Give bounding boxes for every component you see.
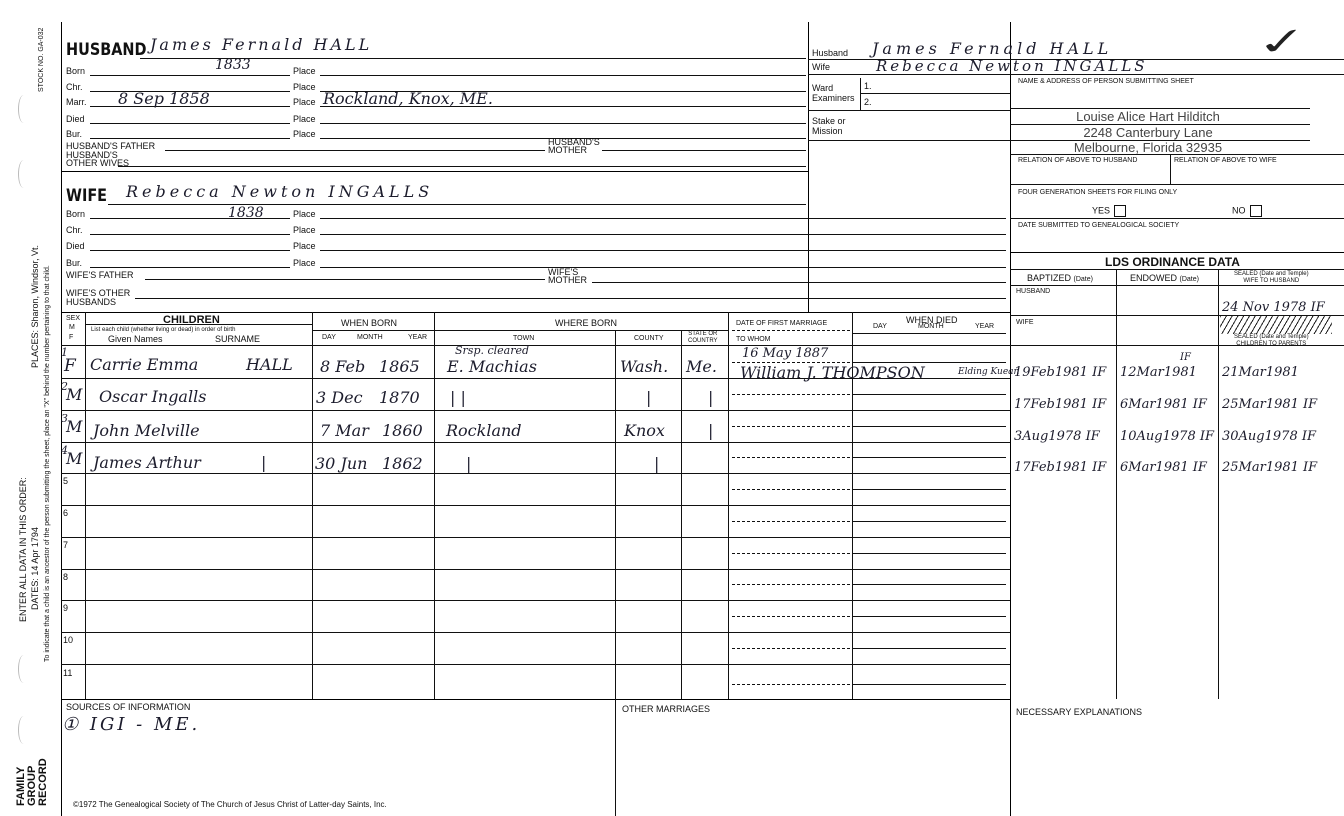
side-instructions: To indicate that a child is an ancestor of the person submitting the sheet, place an "X" behind the number pertaining to that child. [44,265,51,662]
label-sex-m: M [69,324,75,331]
label-ward: Ward [812,83,834,93]
row-number: 10 [63,635,74,645]
husband-born-year: 1833 [215,57,251,73]
ord-sealed-3: 30Aug1978 IF [1222,429,1316,444]
label-place: Place [293,241,316,251]
label-year: YEAR [408,334,428,341]
label-died-day: DAY [873,323,887,330]
side-dates: DATES: 14 Apr 1794 [30,527,40,610]
ord-baptized-4: 17Feb1981 IF [1014,460,1107,475]
husband-name: James Fernald HALL [150,35,373,54]
label-place: Place [293,66,316,76]
label-place: Place [293,97,316,107]
label-marr: Marr. [66,97,87,107]
label-sources: SOURCES OF INFORMATION [66,702,191,712]
submitter-city: Melbourne, Florida 32935 [1073,140,1223,155]
label-husbands-mother: HUSBAND'S MOTHER [548,137,600,155]
label-to-whom: TO WHOM [736,336,771,343]
copyright: ©1972 The Genealogical Society of The Church of Jesus Christ of Latter-day Saints, Inc. [73,800,387,809]
label-surname: SURNAME [215,334,261,344]
stock-number: STOCK NO. GA-032 [38,27,45,92]
label-bur: Bur. [66,129,83,139]
label-place: Place [293,209,316,219]
ord-sealed-note-1: IF [1180,352,1191,363]
label-when-born: WHEN BORN [341,318,397,328]
ord-baptized-2: 17Feb1981 IF [1014,397,1107,412]
husband-marr-place: Rockland, Knox, ME. [323,89,493,108]
label-sealed-parents: SEALED (Date and Temple) CHILDREN TO PARENTS [1234,334,1309,347]
label-sex-f: F [69,334,74,341]
hatched-area [1220,316,1332,334]
label-date-submitted: DATE SUBMITTED TO GENEALOGICAL SOCIETY [1018,222,1180,229]
label-name-address: NAME & ADDRESS OF PERSON SUBMITTING SHEET [1018,78,1194,85]
label-children-note: List each child (whether living or dead) in order of birth [91,327,236,333]
check-mark-icon: ✓ [1254,18,1311,66]
label-wifes-other-husbands: WIFE'S OTHER HUSBANDS [66,288,131,307]
row-number: 7 [63,540,69,550]
yes-checkbox[interactable] [1114,205,1126,217]
label-month: MONTH [357,334,383,341]
ord-sealed-4: 25Mar1981 IF [1222,460,1318,475]
label-day: DAY [322,334,336,341]
label-place: Place [293,258,316,268]
label-relation-husband: RELATION OF ABOVE TO HUSBAND [1018,157,1138,164]
right-divider [1010,22,1011,816]
label-endowed: ENDOWED (Date) [1130,273,1199,283]
row-number: 5 [63,476,69,486]
label-wifes-father: WIFE'S FATHER [66,270,134,280]
wife-heading: WIFE [66,186,108,206]
row-number: 6 [63,508,69,518]
ord-endowed-3: 10Aug1978 IF [1120,429,1214,444]
submitter-name: Louise Alice Hart Hilditch [1076,109,1220,124]
no-label: NO [1232,205,1246,216]
punch-hole [18,655,29,683]
label-other-marriages: OTHER MARRIAGES [622,704,711,714]
ord-endowed-2: 6Mar1981 IF [1120,397,1207,412]
ord-sealed-1: 21Mar1981 [1222,365,1299,380]
ord-sealed-2: 25Mar1981 IF [1222,397,1318,412]
label-place: Place [293,225,316,235]
label-relation-wife: RELATION OF ABOVE TO WIFE [1174,157,1277,164]
punch-hole [18,95,29,123]
label-four-gen: FOUR GENERATION SHEETS FOR FILING ONLY [1018,189,1178,196]
label-died: Died [66,114,85,124]
label-where-born: WHERE BORN [555,318,618,328]
label-necessary-explanations: NECESSARY EXPLANATIONS [1016,707,1143,717]
row-number: 11 [63,668,73,678]
label-examiners: Examiners [812,93,855,103]
label-died: Died [66,241,85,251]
label-when-died: WHEN DIED [906,315,958,325]
row-number: 8 [63,572,69,582]
label-husbands-father: HUSBAND'S FATHER [66,141,156,151]
label-county: COUNTY [634,335,664,342]
label-children: CHILDREN [163,314,220,326]
label-first-marriage: DATE OF FIRST MARRIAGE [736,320,828,327]
label-place: Place [293,82,316,92]
punch-hole [18,160,29,188]
no-option[interactable] [1232,205,1262,217]
wife-born-year: 1838 [228,205,264,221]
label-examiner-2: 2. [864,97,872,107]
label-mission: Mission [812,126,843,136]
sealed-wife-to-husband: 24 Nov 1978 IF [1222,300,1325,315]
label-chr: Chr. [66,82,83,92]
center-divider [808,22,809,312]
label-baptized: BAPTIZED (Date) [1027,273,1093,283]
wife-name: Rebecca Newton INGALLS [126,182,434,201]
side-enter-order: ENTER ALL DATA IN THIS ORDER: [18,477,28,622]
label-ord-husband: HUSBAND [1016,288,1051,295]
hdr-wife-name: Rebecca Newton INGALLS [876,57,1148,75]
husband-heading: HUSBAND [66,40,147,60]
label-died-year: YEAR [975,323,995,330]
ord-endowed-4: 6Mar1981 IF [1120,460,1207,475]
sources-entry: ① IGI - ME. [62,714,201,735]
hdr-husband-name: James Fernald HALL [872,39,1113,58]
label-state-country: STATE OR COUNTRY [688,331,718,344]
label-wifes-mother: WIFE'S MOTHER [548,267,587,285]
yes-option[interactable] [1092,205,1126,217]
no-checkbox[interactable] [1250,205,1262,217]
row-number: 9 [63,603,69,613]
label-husbands-other-wives: HUSBAND'S OTHER WIVES [66,150,130,168]
label-place: Place [293,129,316,139]
label-given-names: Given Names [108,334,163,344]
label-bur: Bur. [66,258,83,268]
label-born: Born [66,209,86,219]
punch-hole [18,716,29,744]
label-chr: Chr. [66,225,83,235]
label-hdr-wife: Wife [812,62,830,72]
husband-marr-date: 8 Sep 1858 [118,89,210,108]
label-sex: SEX [66,315,81,322]
label-ord-wife: WIFE [1016,319,1034,326]
ord-baptized-1: 19Feb1981 IF [1014,365,1107,380]
ord-endowed-1: 12Mar1981 [1120,365,1197,380]
label-examiner-1: 1. [864,81,872,91]
ord-baptized-3: 3Aug1978 IF [1014,429,1100,444]
submitter-street: 2248 Canterbury Lane [1083,125,1213,140]
lds-title: LDS ORDINANCE DATA [1105,255,1240,269]
label-sealed-wife: SEALED (Date and Temple) WIFE TO HUSBAND [1234,271,1309,284]
yes-label: YES [1092,205,1111,216]
label-town: TOWN [513,335,535,342]
label-hdr-husband: Husband [812,48,849,58]
label-died-month: MONTH [918,323,944,330]
label-place: Place [293,114,316,124]
wife-name-line [108,204,806,205]
side-places: PLACES: Sharon, Windsor, Vt. [30,244,40,368]
label-stake: Stake or [812,116,846,126]
label-born: Born [66,66,86,76]
form-title: FAMILY GROUP RECORD [15,758,49,806]
